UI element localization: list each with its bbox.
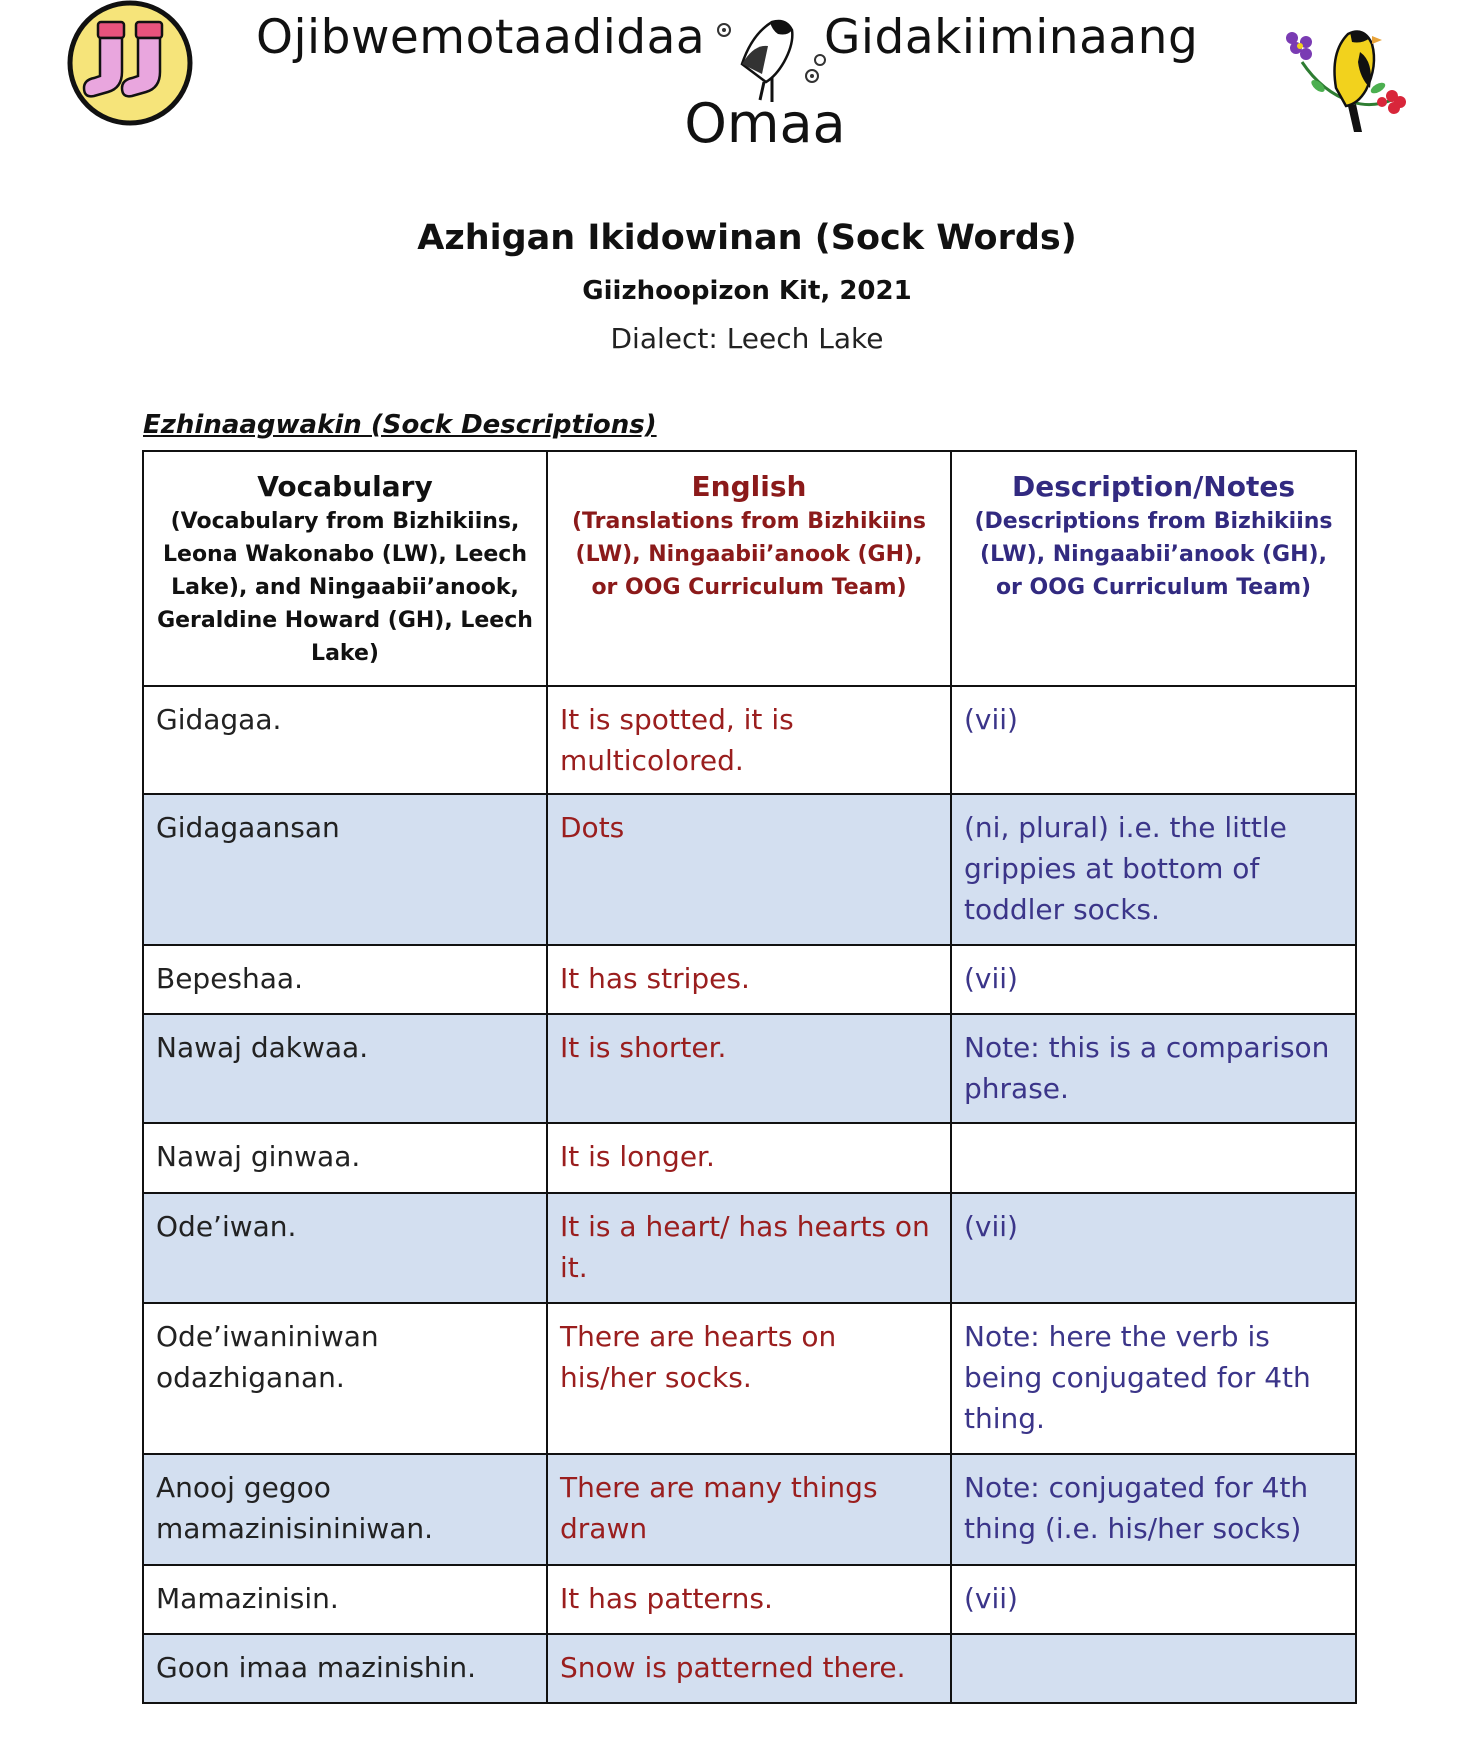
header-notes [951,451,1356,686]
vocab-cell: Gidagaa. [143,686,547,794]
english-cell: There are hearts on his/her socks. [547,1303,951,1454]
english-cell: It has stripes. [547,945,951,1014]
vocab-cell: Ode’iwaniniwan odazhiganan. [143,1303,547,1454]
english-cell: It is shorter. [547,1014,951,1123]
header-english [547,451,951,686]
table-header-row [143,451,1356,686]
notes-cell [951,1123,1356,1193]
english-cell: It is longer. [547,1123,951,1193]
english-cell: Dots [547,794,951,945]
table-row [143,1014,1356,1123]
header-notes-source: (Descriptions from Bizhikiins (LW), Ningaabii’anook (GH), or OOG Curriculum Team) [974,509,1333,600]
header-vocabulary [143,451,547,686]
vocab-cell: Ode’iwan. [143,1193,547,1303]
vocab-cell: Goon imaa mazinishin. [143,1634,547,1703]
vocab-cell: Nawaj ginwaa. [143,1123,547,1193]
goldfinch-icon [1282,22,1412,134]
table-row [143,1123,1356,1193]
table-row [143,1565,1356,1634]
notes-cell: Note: here the verb is being conjugated for 4th thing. [951,1303,1356,1454]
chickadee-icon [712,4,830,104]
header-notes-title: Description/Notes [1011,470,1296,503]
english-cell: Snow is patterned there. [547,1634,951,1703]
notes-cell: Note: conjugated for 4th thing (i.e. his/her socks) [951,1454,1356,1565]
english-cell: It is a heart/ has hearts on it. [547,1193,951,1303]
table-row [143,1454,1356,1565]
header-title-line2: Omaa [684,92,846,155]
vocab-cell: Mamazinisin. [143,1565,547,1634]
table-row [143,794,1356,945]
vocab-cell: Gidagaansan [143,794,547,945]
vocab-cell: Nawaj dakwaa. [143,1014,547,1123]
english-cell: There are many things drawn [547,1454,951,1565]
notes-cell: (vii) [951,686,1356,794]
table-row [143,1193,1356,1303]
vocabulary-table [142,450,1357,1704]
vocab-cell: Bepeshaa. [143,945,547,1014]
vocab-cell: Anooj gegoo mamazinisininiwan. [143,1454,547,1565]
header-title-word1: Ojibwemotaadidaa [256,10,706,65]
dialect-label: Dialect: Leech Lake [610,322,884,355]
notes-cell: (vii) [951,1193,1356,1303]
table-row [143,686,1356,794]
document-title: Azhigan Ikidowinan (Sock Words) [417,218,1077,258]
english-cell: It has patterns. [547,1565,951,1634]
header-english-source: (Translations from Bizhikiins (LW), Ningaabii’anook (GH), or OOG Curriculum Team) [572,509,926,600]
notes-cell: Note: this is a comparison phrase. [951,1014,1356,1123]
table-row [143,1303,1356,1454]
header-english-title: English [691,470,807,503]
section-heading: Ezhinaagwakin (Sock Descriptions) [143,410,657,440]
english-cell: It is spotted, it is multicolored. [547,686,951,794]
notes-cell: (ni, plural) i.e. the little grippies at bottom of toddler socks. [951,794,1356,945]
document-subtitle: Giizhoopizon Kit, 2021 [582,276,912,306]
header-title-word2: Gidakiiminaang [824,10,1199,65]
table-row [143,945,1356,1014]
notes-cell: (vii) [951,1565,1356,1634]
notes-cell [951,1634,1356,1703]
table-row [143,1634,1356,1703]
header-vocabulary-source: (Vocabulary from Bizhikiins, Leona Wakonabo (LW), Leech Lake), and Ningaabii’anook, Geraldine Howard (GH), Leech Lake) [157,509,533,666]
header-vocabulary-title: Vocabulary [257,470,433,503]
notes-cell: (vii) [951,945,1356,1014]
